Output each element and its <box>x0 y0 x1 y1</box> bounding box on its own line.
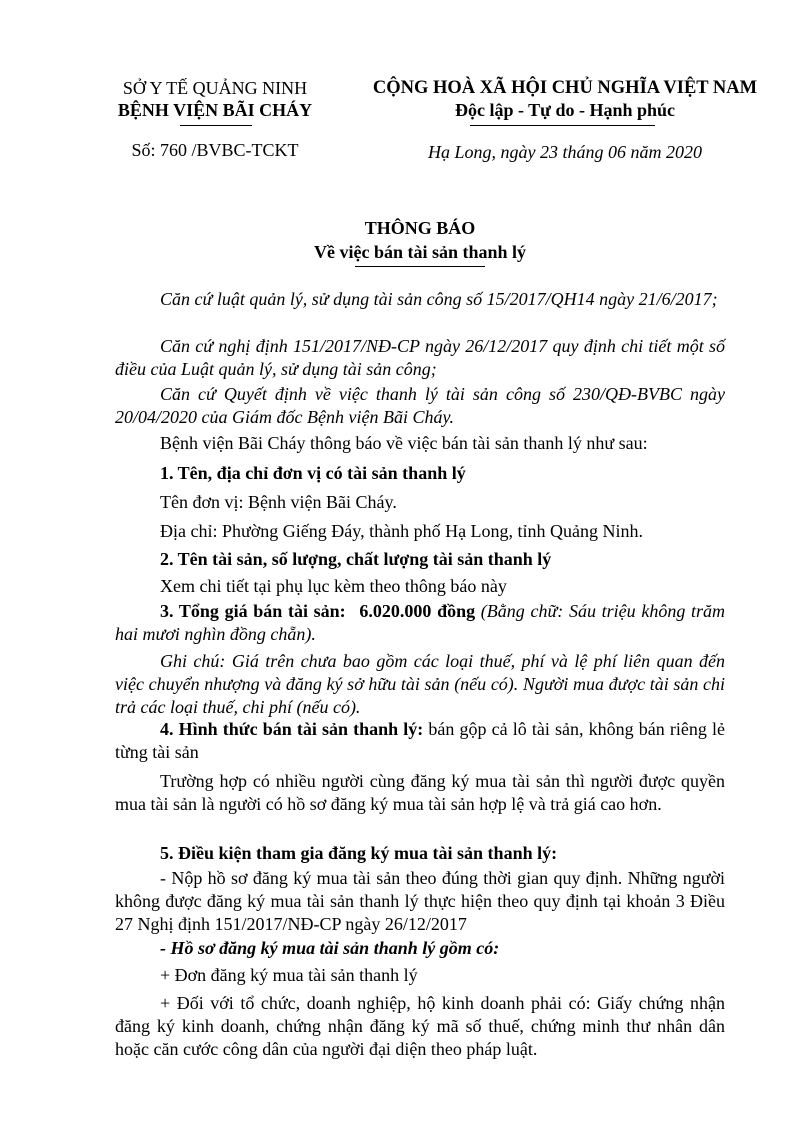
section-4-heading: 4. Hình thức bán tài sản thanh lý: <box>160 719 424 739</box>
doc-number: Số: 760 /BVBC-TCKT <box>131 140 299 160</box>
org-parent: SỞ Y TẾ QUẢNG NINH <box>122 78 308 98</box>
org-name: BỆNH VIỆN BÃI CHÁY <box>117 100 313 120</box>
org-underline <box>180 125 252 126</box>
section-1-heading: 1. Tên, địa chỉ đơn vị có tài sản thanh lý <box>160 463 466 483</box>
section-4-paragraph <box>115 718 725 764</box>
legal-basis-2: Căn cứ nghị định 151/2017/NĐ-CP ngày 26/12/2017 quy định chi tiết một số điều của Luật quản lý, sử dụng tài sản công; <box>115 336 725 379</box>
section-5-heading: 5. Điều kiện tham gia đăng ký mua tài sản thanh lý: <box>160 843 558 863</box>
motto-underline <box>470 125 655 126</box>
dossier-item-2: + Đối với tổ chức, doanh nghiệp, hộ kinh doanh phải có: Giấy chứng nhận đăng ký kinh doanh, chứng nhận đăng ký mã số thuế, chứng minh thư nhân dân hoặc căn cước công dân của người đại diện theo pháp luật. <box>115 993 725 1059</box>
section-3-paragraph <box>115 600 725 646</box>
section-4-text-2: Trường hợp có nhiều người cùng đăng ký mua tài sản thì người được quyền mua tài sản là người có hồ sơ đăng ký mua tài sản hợp lệ và trả giá cao hơn. <box>115 771 725 814</box>
section-4-text: bán gộp cả lô tài sản, không bán riêng lẻ từng tài sản <box>115 719 726 762</box>
place-date: Hạ Long, ngày 23 tháng 06 năm 2020 <box>428 142 702 162</box>
section-1-unit: Tên đơn vị: Bệnh viện Bãi Cháy. <box>160 492 397 512</box>
total-amount: 6.020.000 đồng <box>359 601 476 621</box>
motto: Độc lập - Tự do - Hạnh phúc <box>454 100 676 120</box>
notice-subtitle: Về việc bán tài sản thanh lý <box>313 242 527 262</box>
section-2-text: Xem chi tiết tại phụ lục kèm theo thông báo này <box>160 576 507 596</box>
nation-title: CỘNG HOÀ XÃ HỘI CHỦ NGHĨA VIỆT NAM <box>372 78 758 98</box>
dossier-heading: - Hồ sơ đăng ký mua tài sản thanh lý gồm có: <box>160 938 500 958</box>
section-5-text: - Nộp hồ sơ đăng ký mua tài sản theo đúng thời gian quy định. Những người không được đăng ký mua tài sản thanh lý thực hiện theo quy định tại khoản 3 Điều 27 Nghị định 151/2017/NĐ-CP ngày 26/12/2017 <box>115 868 725 934</box>
legal-basis-1: Căn cứ luật quản lý, sử dụng tài sản công số 15/2017/QH14 ngày 21/6/2017; <box>160 289 718 309</box>
price-note: Ghi chú: Giá trên chưa bao gồm các loại thuế, phí và lệ phí liên quan đến việc chuyển nhượng và đăng ký sở hữu tài sản (nếu có). Người mua được tài sản chi trả các loại thuế, chi phí (nếu có). <box>115 651 725 717</box>
section-1-address: Địa chỉ: Phường Giếng Đáy, thành phố Hạ Long, tỉnh Quảng Ninh. <box>160 521 644 541</box>
section-3-heading: 3. Tổng giá bán tài sản: <box>160 601 346 621</box>
amount-in-words: (Bằng chữ: Sáu triệu không trăm hai mươi nghìn đồng chẵn). <box>115 601 726 644</box>
notice-title: THÔNG BÁO <box>364 218 476 238</box>
subtitle-underline <box>355 266 485 267</box>
section-2-heading: 2. Tên tài sản, số lượng, chất lượng tài sản thanh lý <box>160 549 552 569</box>
intro-text: Bệnh viện Bãi Cháy thông báo về việc bán tài sản thanh lý như sau: <box>160 433 648 453</box>
legal-basis-3: Căn cứ Quyết định về việc thanh lý tài sản công số 230/QĐ-BVBC ngày 20/04/2020 của Giám đốc Bệnh viện Bãi Cháy. <box>115 384 725 427</box>
dossier-item-1: + Đơn đăng ký mua tài sản thanh lý <box>160 965 418 985</box>
